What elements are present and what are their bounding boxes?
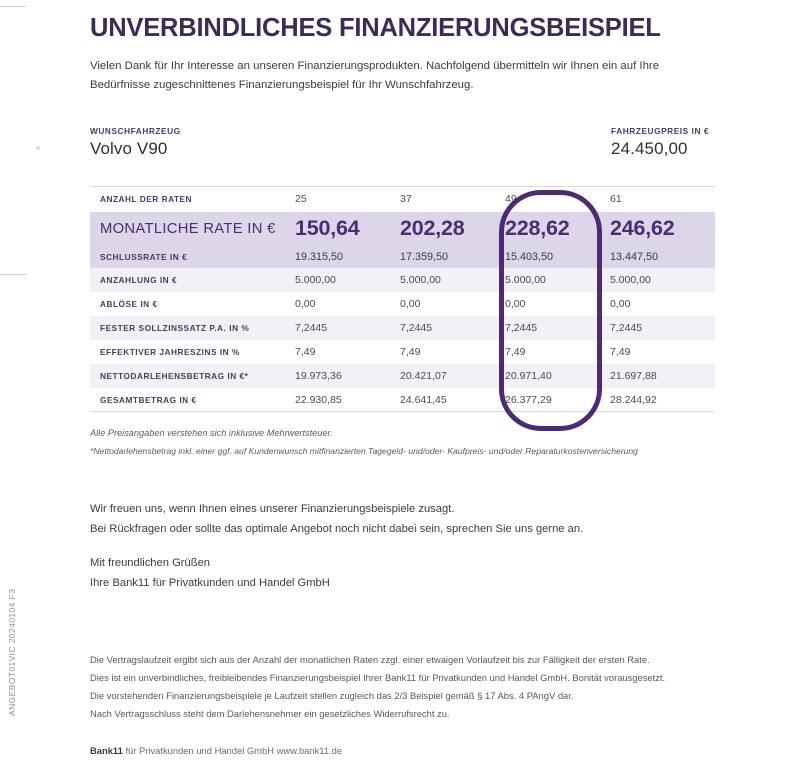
legal-line-1: Die Vertragslaufzeit ergibt sich aus der Anzahl der monatlichen Raten zzgl. einer etwaigen Vorlaufzeit bis zur Fälligkeit der ersten Rate. <box>90 654 650 666</box>
row-label: ABLÖSE IN € <box>100 299 158 310</box>
legal-line-2: Dies ist ein unverbindliches, freibleibendes Finanzierungsbeispiel Ihrer Bank11 für Privatkunden und Handel GmbH. Bonität vorausgesetzt. <box>90 672 666 684</box>
row-label: MONATLICHE RATE IN € <box>90 212 295 245</box>
cell: 21.697,88 <box>610 364 715 388</box>
closing-line-2: Bei Rückfragen oder sollte das optimale Angebot noch nicht dabei sein, sprechen Sie uns gerne an. <box>90 523 584 536</box>
page-smudge-mark <box>36 146 40 150</box>
row-label: FESTER SOLLZINSSATZ P.A. IN % <box>90 316 295 340</box>
cell: 7,49 <box>505 346 526 359</box>
table-row-final-rate <box>90 245 715 268</box>
closing-body-text <box>90 499 715 593</box>
financing-table <box>90 186 715 412</box>
cell-count-3: 49 <box>505 193 517 206</box>
cell: 7,2445 <box>610 316 715 340</box>
cell: 28.244,92 <box>610 394 657 407</box>
table-row-monthly-rate <box>90 212 715 245</box>
cell: 5.000,00 <box>295 268 400 292</box>
footnote-net-loan: *Nettodarlehensbetrag inkl. einer ggf. auf Kundenwunsch mitfinanzierten Tagegeld- und/oder- Kaufpreis- und/oder Reparaturkostenversicherung <box>90 446 638 457</box>
cell: 0,00 <box>610 298 631 311</box>
cell-monthly-2: 202,28 <box>400 212 505 245</box>
cell-final-1: 19.315,50 <box>295 245 400 268</box>
vehicle-summary <box>90 126 715 168</box>
closing-spacer <box>90 539 715 553</box>
cell: 22.930,85 <box>295 394 342 407</box>
table-row <box>90 340 715 364</box>
cell: 19.973,36 <box>295 364 400 388</box>
cell: 5.000,00 <box>400 268 505 292</box>
intro-paragraph: Vielen Dank für Ihr Interesse an unseren Finanzierungsprodukten. Nachfolgend übermitteln wir Ihnen ein auf Ihre Bedürfnisse zugeschnittenes Finanzierungsbeispiel für Ihr Wunschfahrzeug. <box>90 60 660 92</box>
table-row <box>90 364 715 388</box>
table-row-installment-count <box>90 186 715 212</box>
legal-disclaimer <box>90 651 715 760</box>
table-row <box>90 292 715 316</box>
cell: 20.421,07 <box>400 364 505 388</box>
footer-brand: Bank11 <box>90 745 123 757</box>
row-label: ANZAHL DER RATEN <box>100 194 193 205</box>
cell-count-2: 37 <box>400 193 412 206</box>
price-value: 24.450,00 <box>611 139 688 159</box>
table-row <box>90 316 715 340</box>
page-title: UNVERBINDLICHES FINANZIERUNGSBEISPIEL <box>90 14 661 42</box>
cell-count-1: 25 <box>295 193 307 206</box>
page-edge-mark-top <box>0 6 26 7</box>
cell: 26.377,29 <box>505 394 552 407</box>
legal-line-3: Die vorstehenden Finanzierungsbeispiele je Laufzeit stellen zugleich das 2/3 Beispiel gemäß § 17 Abs. 4 PAngV dar. <box>90 690 574 702</box>
cell: 0,00 <box>400 298 421 311</box>
cell: 7,49 <box>400 346 421 359</box>
cell-final-3: 15.403,50 <box>505 245 610 268</box>
cell: 5.000,00 <box>505 268 610 292</box>
table-footnotes <box>90 425 715 459</box>
cell: 0,00 <box>295 298 316 311</box>
row-label: NETTODARLEHENSBETRAG IN €* <box>90 364 295 388</box>
cell: 0,00 <box>505 298 526 311</box>
table-row <box>90 268 715 292</box>
vehicle-name: Volvo V90 <box>90 139 168 159</box>
price-label: FAHRZEUGPREIS IN € <box>611 126 709 137</box>
row-label: ANZAHLUNG IN € <box>90 268 295 292</box>
cell: 7,2445 <box>400 316 505 340</box>
closing-greeting: Mit freundlichen Grüßen <box>90 557 211 570</box>
row-label: GESAMTBETRAG IN € <box>100 395 197 406</box>
table-top-rule <box>90 186 715 187</box>
page-edge-mark-middle <box>0 274 26 275</box>
closing-signature: Ihre Bank11 für Privatkunden und Handel GmbH <box>90 577 330 590</box>
financing-table-wrapper <box>90 186 715 412</box>
cell-final-4: 13.447,50 <box>610 245 715 268</box>
closing-line-1: Wir freuen uns, wenn Ihnen eines unserer Finanzierungsbeispiele zusagt. <box>90 503 455 516</box>
footer-imprint <box>90 742 715 760</box>
cell-monthly-3: 228,62 <box>505 212 610 245</box>
cell-monthly-1: 150,64 <box>295 212 400 245</box>
row-label: EFFEKTIVER JAHRESZINS IN % <box>100 347 240 358</box>
footnote-vat: Alle Preisangaben verstehen sich inklusive Mehrwertsteuer. <box>90 428 333 439</box>
cell: 20.971,40 <box>505 364 610 388</box>
vehicle-label: WUNSCHFAHRZEUG <box>90 126 181 137</box>
cell-monthly-4: 246,62 <box>610 212 715 245</box>
document-side-code: ANGEBOT01VIC 20240104 F3 <box>7 588 17 716</box>
table-row <box>90 388 715 412</box>
table-bottom-rule <box>90 411 715 412</box>
cell: 7,2445 <box>505 316 610 340</box>
cell: 5.000,00 <box>610 268 715 292</box>
document-content <box>90 0 715 760</box>
footer-rest: für Privatkunden und Handel GmbH www.bank11.de <box>122 745 343 757</box>
cell-count-4: 61 <box>610 193 622 206</box>
cell: 7,49 <box>610 346 631 359</box>
price-block <box>611 126 709 159</box>
cell: 24.641,45 <box>400 394 447 407</box>
row-label: SCHLUSSRATE IN € <box>90 245 295 268</box>
cell: 7,49 <box>295 346 316 359</box>
cell: 7,2445 <box>295 316 400 340</box>
cell-final-2: 17.359,50 <box>400 245 505 268</box>
legal-line-4: Nach Vertragsschluss steht dem Darlehensnehmer ein gesetzliches Widerrufsrecht zu. <box>90 708 450 720</box>
